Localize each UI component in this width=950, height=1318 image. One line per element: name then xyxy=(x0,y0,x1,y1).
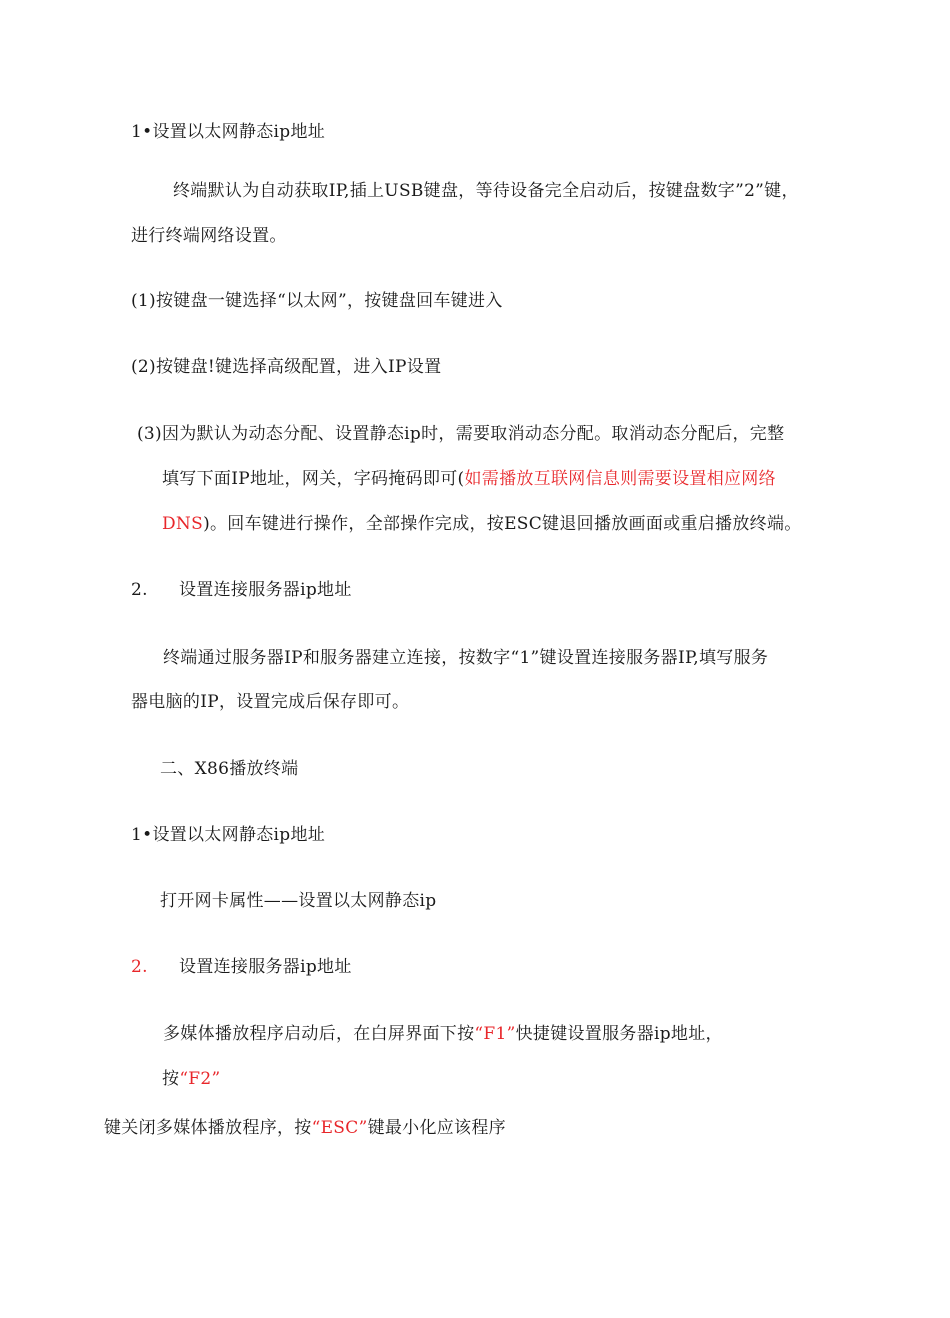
step-1-text: (1)按键盘一键选择“以太网”，按键盘回车键进入 xyxy=(131,291,503,311)
esc-key-label: “ESC” xyxy=(311,1118,368,1138)
part-2-body-line-2 xyxy=(162,1068,221,1090)
step-3-line-2 xyxy=(162,468,776,490)
part-2-section-1-heading: 1•设置以太网静态ip地址 xyxy=(131,825,326,845)
part-2-title: 二、X86播放终端 xyxy=(160,759,299,779)
part-2-body-line-1 xyxy=(163,1023,723,1045)
part-2-body-line-2-text: 按 xyxy=(162,1069,180,1089)
f2-key-label: “F2” xyxy=(179,1069,221,1089)
step-3-line-2-highlight: 如需播放互联网信息则需要设置相应网络 xyxy=(464,469,776,489)
section-1-heading: 1•设置以太网静态ip地址 xyxy=(131,122,326,142)
section-2-heading: 设置连接服务器ip地址 xyxy=(179,580,352,600)
step-3-line-3-text: )。回车键进行操作，全部操作完成，按ESC键退回播放画面或重启播放终端。 xyxy=(203,514,802,534)
section-2-body-line-1: 终端通过服务器IP和服务器建立连接，按数字“1”键设置连接服务器IP,填写服务 xyxy=(163,648,769,668)
section-1-intro-line-1: 终端默认为自动获取IP,插上USB键盘，等待设备完全启动后，按键盘数字”2”键， xyxy=(173,181,799,201)
step-3-line-3-highlight: DNS xyxy=(162,514,204,534)
part-2-section-2-heading: 设置连接服务器ip地址 xyxy=(179,957,352,977)
part-2-body-line-3-text: 键关闭多媒体播放程序，按 xyxy=(104,1118,312,1138)
step-3-line-2-text: 填写下面IP地址，网关，字码掩码即可( xyxy=(162,469,465,489)
step-2-text: (2)按键盘!键选择高级配置，进入IP设置 xyxy=(131,357,442,377)
part-2-section-2-heading-row xyxy=(131,956,352,978)
part-2-body-line-3-text-end: 键最小化应该程序 xyxy=(367,1118,506,1138)
step-3-line-1: (3)因为默认为动态分配、设置静态ip时，需要取消动态分配。取消动态分配后，完整 xyxy=(137,424,785,444)
section-2-body-line-2: 器电脑的IP，设置完成后保存即可。 xyxy=(131,692,410,712)
part-2-body-line-1-text: 多媒体播放程序启动后，在白屏界面下按 xyxy=(163,1024,475,1044)
part-2-section-2-number: 2. xyxy=(131,957,148,977)
part-2-body-line-3 xyxy=(104,1117,506,1139)
section-2-heading-row xyxy=(131,579,352,601)
section-1-intro-line-2: 进行终端网络设置。 xyxy=(131,226,287,246)
part-2-body-line-1-text-end: 快捷键设置服务器ip地址， xyxy=(515,1024,723,1044)
section-2-number: 2. xyxy=(131,580,148,600)
f1-key-label: “F1” xyxy=(474,1024,516,1044)
step-3-line-3 xyxy=(162,513,802,535)
part-2-section-1-body: 打开网卡属性——设置以太网静态ip xyxy=(160,891,437,911)
